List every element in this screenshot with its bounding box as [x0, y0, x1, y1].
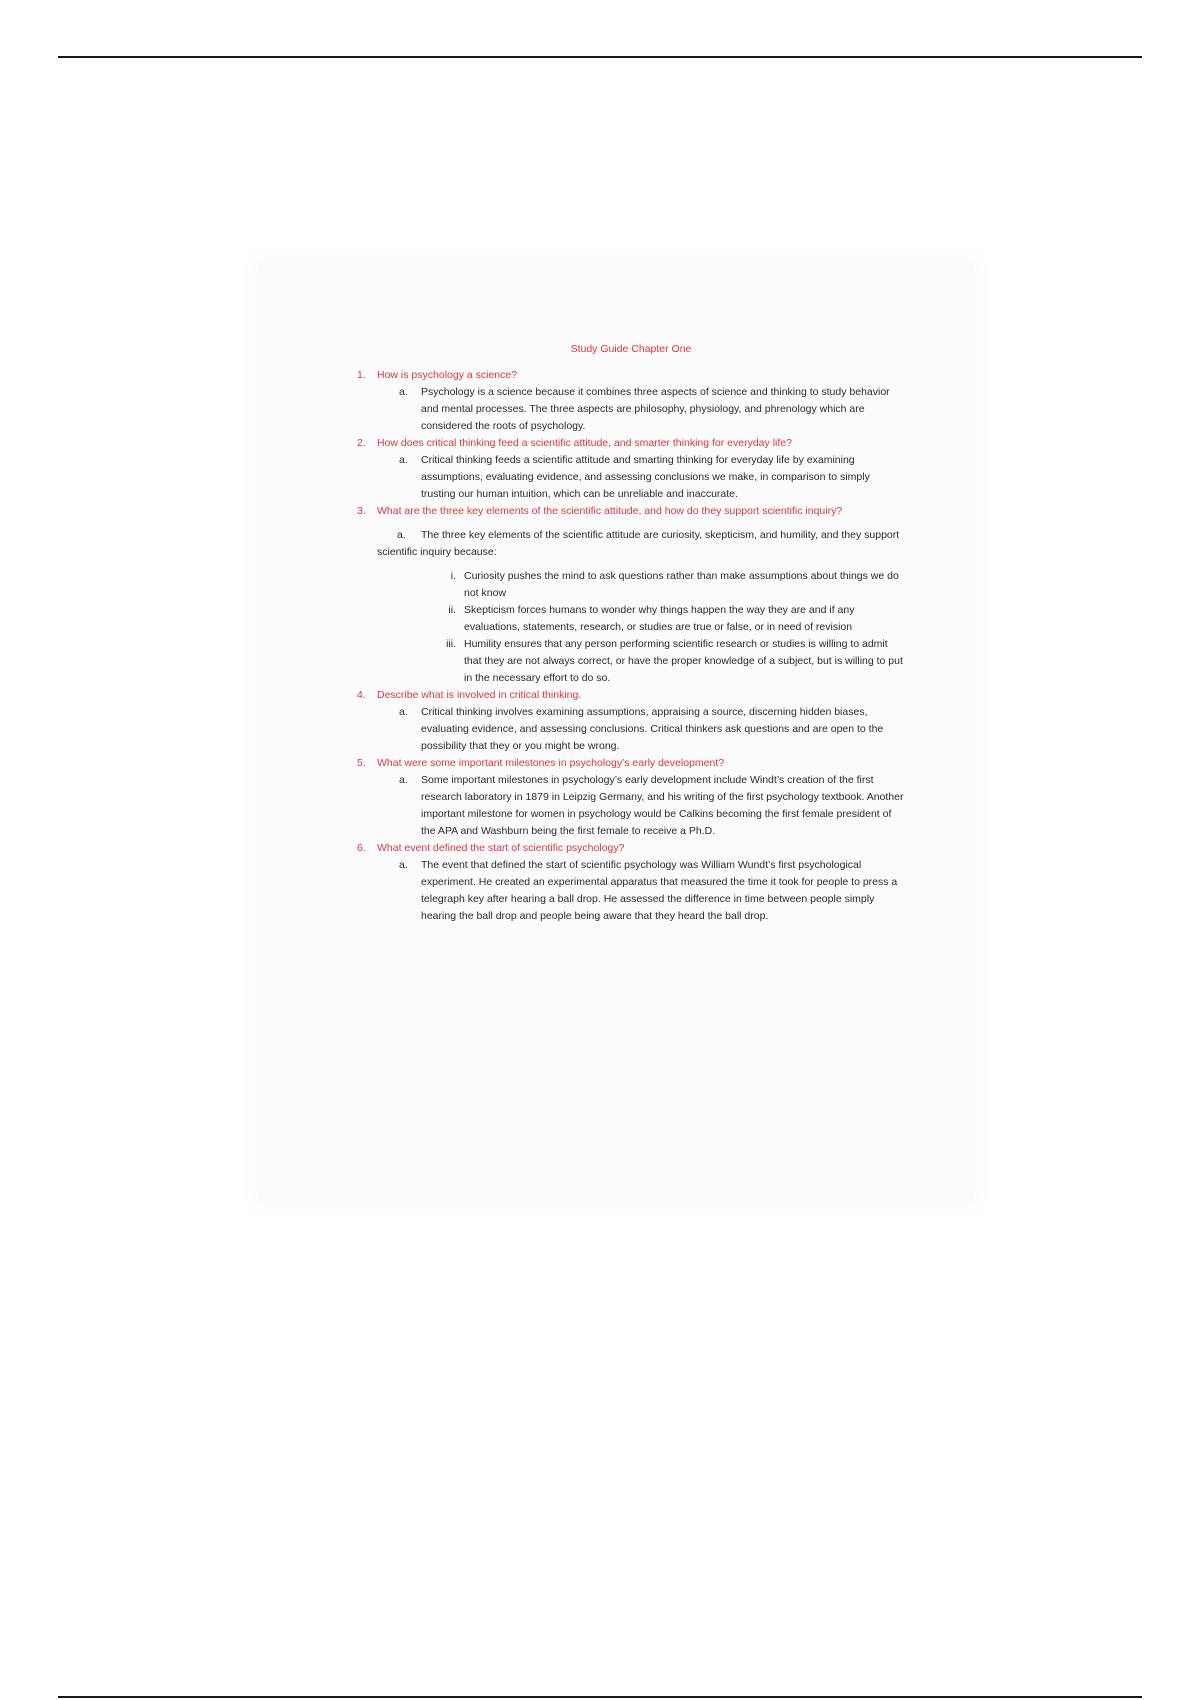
sub-item-marker: iii. — [446, 638, 456, 650]
question-text: What are the three key elements of the scientific attitude, and how do they support scientific inquiry? — [377, 505, 843, 517]
bottom-rule — [58, 1696, 1142, 1698]
answer-text: The three key elements of the scientific attitude are curiosity, skepticism, and humility, and they support scientific inquiry because: — [377, 529, 900, 558]
question-6 — [357, 840, 905, 857]
question-text: Describe what is involved in critical thinking. — [377, 689, 582, 701]
sub-item-text: Skepticism forces humans to wonder why things happen the way they are and if any evaluations, statements, research, or studies are true or false, or in need of revision — [464, 604, 855, 633]
answer-text: Critical thinking involves examining assumptions, appraising a source, discerning hidden biases, evaluating evidence, and assessing conclusions. Critical thinkers ask questions and are open to the possibility that they or you might be wrong. — [421, 706, 884, 752]
answer-text: Critical thinking feeds a scientific attitude and smarting thinking for everyday life by examining assumptions, evaluating evidence, and assessing conclusions we make, in comparison to simply trusting our human intuition, which can be unreliable and inaccurate. — [421, 454, 870, 500]
question-1 — [357, 367, 905, 384]
sub-item-text: Curiosity pushes the mind to ask questions rather than make assumptions about things we do not know — [464, 570, 899, 599]
question-2 — [357, 435, 905, 452]
answer-marker: a. — [397, 529, 406, 541]
answer-text: Psychology is a science because it combines three aspects of science and thinking to study behavior and mental processes. The three aspects are philosophy, physiology, and phrenology which are considered the roots of psychology. — [421, 386, 890, 432]
question-5 — [357, 755, 905, 772]
sub-item-text: Humility ensures that any person performing scientific research or studies is willing to admit that they are not always correct, or have the proper knowledge of a subject, but is willing to put in the necessary effort to do so. — [464, 638, 903, 684]
answer-marker: a. — [399, 859, 408, 871]
sub-item-2 — [442, 602, 905, 636]
sub-item-marker: i. — [450, 570, 456, 582]
answer-6 — [399, 857, 905, 925]
question-number: 4. — [357, 689, 366, 701]
answer-marker: a. — [399, 454, 408, 466]
question-text: What event defined the start of scientific psychology? — [377, 842, 625, 854]
answer-4 — [399, 704, 905, 755]
sub-item-3 — [442, 636, 905, 687]
answer-1 — [399, 384, 905, 435]
sub-item-1 — [442, 568, 905, 602]
question-number: 5. — [357, 757, 366, 769]
answer-2 — [399, 452, 905, 503]
question-4 — [357, 687, 905, 704]
question-text: How is psychology a science? — [377, 369, 518, 381]
sub-item-marker: ii. — [448, 604, 456, 616]
question-3 — [357, 503, 905, 520]
question-number: 6. — [357, 842, 366, 854]
answer-marker: a. — [399, 774, 408, 786]
answer-text: The event that defined the start of scientific psychology was William Wundt’s first psychological experiment. He created an experimental apparatus that measured the time it took for people to press a telegraph key after hearing a ball drop. He assessed the difference in time between people simply hearing the ball drop and people being aware that they heard the ball drop. — [421, 859, 898, 922]
answer-marker: a. — [399, 386, 408, 398]
answer-5 — [399, 772, 905, 840]
question-number: 2. — [357, 437, 366, 449]
answer-text: Some important milestones in psychology’s early development include Windt’s creation of the first research laboratory in 1879 in Leipzig Germany, and his writing of the first psychology textbook. Another important milestone for women in psychology would be Calkins becoming the first female president of the APA and Washburn being the first female to receive a Ph.D. — [421, 774, 904, 837]
answer-3 — [377, 527, 905, 561]
study-guide — [357, 341, 905, 925]
answer-marker: a. — [399, 706, 408, 718]
question-text: What were some important milestones in psychology’s early development? — [377, 757, 725, 769]
question-text: How does critical thinking feed a scientific attitude, and smarter thinking for everyday life? — [377, 437, 792, 449]
document-title: Study Guide Chapter One — [570, 343, 692, 355]
top-rule — [58, 56, 1142, 58]
question-number: 3. — [357, 505, 366, 517]
question-number: 1. — [357, 369, 366, 381]
